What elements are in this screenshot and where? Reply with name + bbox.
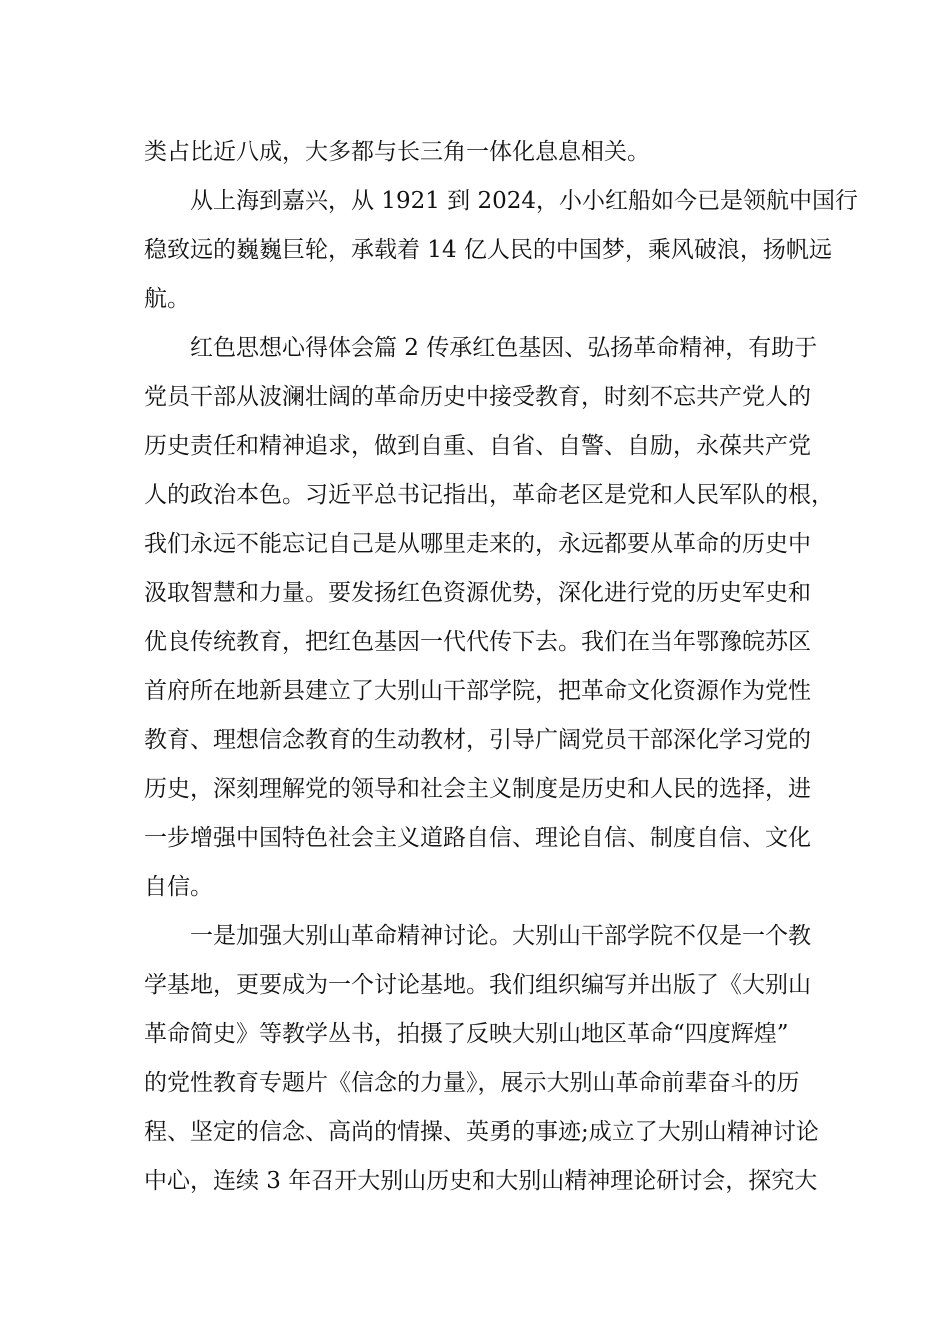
text-line: 一是加强大别山革命精神讨论。大别山干部学院不仅是一个教 [144, 923, 811, 949]
text-line: 教育、理想信念教育的生动教材，引导广阔党员干部深化学习党的 [144, 727, 811, 753]
text-line: 程、坚定的信念、高尚的情操、英勇的事迹;成立了大别山精神讨论 [144, 1119, 819, 1145]
text-line: 的党性教育专题片《信念的力量》，展示大别山革命前辈奋斗的历 [144, 1070, 800, 1096]
text-line: 航。 [144, 286, 190, 312]
text-line: 一步增强中国特色社会主义道路自信、理论自信、制度自信、文化 [144, 825, 811, 851]
text-line: 稳致远的巍巍巨轮，承载着 14 亿人民的中国梦，乘风破浪，扬帆远 [144, 237, 832, 263]
text-line: 历史责任和精神追求，做到自重、自省、自警、自励，永葆共产党 [144, 433, 811, 459]
text-line: 我们永远不能忘记自己是从哪里走来的，永远都要从革命的历史中 [144, 531, 811, 557]
document-body [144, 128, 858, 1206]
text-line: 党员干部从波澜壮阔的革命历史中接受教育，时刻不忘共产党人的 [144, 384, 811, 410]
text-line: 从上海到嘉兴，从 1921 到 2024，小小红船如今已是领航中国行 [144, 188, 858, 214]
text-line: 类占比近八成，大多都与长三角一体化息息相关。 [144, 139, 650, 165]
text-line: 汲取智慧和力量。要发扬红色资源优势，深化进行党的历史军史和 [144, 580, 811, 606]
text-line: 人的政治本色。习近平总书记指出，革命老区是党和人民军队的根， [144, 482, 834, 508]
text-line: 首府所在地新县建立了大别山干部学院，把革命文化资源作为党性 [144, 678, 811, 704]
text-line: 优良传统教育，把红色基因一代代传下去。我们在当年鄂豫皖苏区 [144, 629, 811, 655]
text-line: 学基地，更要成为一个讨论基地。我们组织编写并出版了《大别山 [144, 972, 811, 998]
text-line: 历史，深刻理解党的领导和社会主义制度是历史和人民的选择，进 [144, 776, 811, 802]
text-line: 中心，连续 3 年召开大别山历史和大别山精神理论研讨会，探究大 [144, 1168, 818, 1194]
text-line: 革命简史》等教学丛书，拍摄了反映大别山地区革命“四度辉煌” [144, 1021, 789, 1047]
text-line: 红色思想心得体会篇 2 传承红色基因、弘扬革命精神，有助于 [144, 335, 818, 361]
text-line: 自信。 [144, 874, 213, 900]
